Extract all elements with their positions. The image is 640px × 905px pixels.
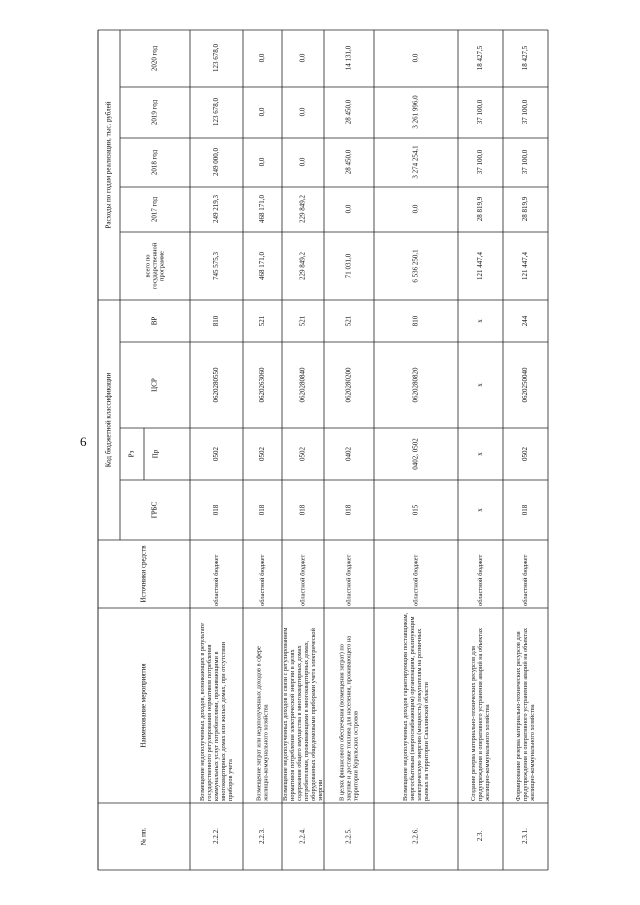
row-num: 2.2.3. [258, 828, 267, 844]
row-2020: 123 678,0 [212, 44, 221, 72]
header-num [140, 827, 148, 845]
table-header [105, 45, 166, 845]
row-name-line: нормативов потребления электрической энергии в целях [289, 649, 297, 801]
row-source [259, 554, 266, 606]
header-num-line: № пп. [139, 827, 148, 846]
page-number: 6 [80, 434, 87, 449]
row-num: 2.3. [476, 830, 485, 842]
row-name-line: энергосбытовым (энергоснабжающим) организациям, реализующим [408, 616, 416, 801]
row-num: 2.2.5. [344, 828, 353, 844]
header-2017-line: 2017 год [150, 196, 159, 223]
row-2020: 0,0 [298, 53, 307, 63]
header-rz: Рз [127, 450, 136, 458]
row-2020: 18 427,5 [476, 45, 485, 71]
row-total: 745 575,3 [212, 252, 221, 280]
header-name [140, 663, 148, 748]
row-name-line: содержания общего имущества в многоквартирных домах [295, 645, 303, 801]
row-2019: 28 450,0 [344, 99, 353, 125]
row-name-line: многоквартирных домах или жилых домах, при отсутствии [219, 641, 227, 801]
row-name-line: Формирование резерва материально-технических ресурсов для [515, 631, 523, 801]
header-2017 [151, 196, 159, 222]
row-2018: 37 100,0 [521, 149, 530, 175]
header-2020 [151, 45, 159, 71]
row-name-line: жилищно-коммунального хозяйства [262, 704, 270, 801]
row-csr: 0620280200 [344, 367, 353, 403]
row-vr: х [476, 319, 485, 323]
row-2018: 28 450,0 [344, 149, 353, 175]
row-rzpr: 0502 [212, 447, 221, 461]
row-name-line: коммунальных услуг потребителями, проживающими в [212, 651, 220, 801]
row-rzpr: 0402, 0502 [411, 438, 420, 470]
row-2017: 229 849,2 [298, 195, 307, 223]
row-name-line: Возмещение недополученных доходов в связи с регулированием [282, 627, 290, 801]
row-2017: 0,0 [411, 204, 420, 214]
row-total: 229 849,2 [298, 252, 307, 280]
row-source-line: областной бюджет [299, 554, 307, 606]
row-2018: 3 274 254,1 [411, 145, 420, 179]
row-name-line: государственного регулирования нормативов потребления [206, 644, 214, 801]
row-vr: 810 [212, 315, 221, 327]
row-grbs: 018 [258, 504, 267, 516]
row-csr: 0620280550 [212, 367, 221, 403]
header-source [140, 545, 148, 603]
header-grbs-line: ГРБС [150, 501, 159, 519]
row-2019: 0,0 [298, 107, 307, 117]
row-name-line: Возмещение затрат или недополученных доходов в сфере [255, 646, 263, 801]
row-2017: 28 819,9 [476, 196, 485, 222]
header-total [144, 242, 165, 289]
row-csr: 0620280820 [411, 367, 420, 403]
row-source-line: областной бюджет [412, 554, 420, 606]
header-total-line: государственной [151, 242, 159, 290]
row-num: 2.3.1. [521, 828, 530, 844]
row-2018: 37 100,0 [476, 149, 485, 175]
header-kbk-line: Код бюджетной классификации [104, 372, 113, 468]
header-grbs [151, 501, 159, 518]
row-name-line: предупреждения и оперативного устранения аварий на объектах [521, 627, 529, 801]
row-source [477, 554, 484, 606]
row-2018: 0,0 [298, 157, 307, 167]
row-name-line: потребителями, проживающими в многоквартирных домах, [302, 640, 310, 801]
header-pr: Пр [151, 449, 160, 459]
header-total-line: программе [158, 251, 166, 281]
row-name [282, 627, 324, 801]
row-total: 6 536 250,1 [411, 249, 420, 283]
row-name-line: приборов учета [226, 759, 234, 801]
row-num: 2.2.4. [298, 828, 307, 844]
row-2020: 0,0 [411, 53, 420, 63]
header-2019 [151, 99, 159, 125]
row-vr: 521 [298, 315, 307, 327]
header-csr-line: ЦСР [150, 378, 159, 392]
row-2019: 37 100,0 [521, 99, 530, 125]
row-name-line: жилищно-коммунального хозяйства [528, 704, 536, 801]
header-total-line: всего по [144, 254, 152, 278]
row-grbs: 018 [212, 504, 221, 516]
table-body [199, 44, 536, 844]
row-name-line: Возмещение недополученных доходов, возникающих в результате [199, 623, 207, 801]
row-name [199, 623, 234, 801]
table-row [282, 53, 324, 844]
row-2020: 0,0 [258, 53, 267, 63]
header-csr [151, 378, 159, 392]
row-total: 71 031,0 [344, 253, 353, 279]
header-2019-line: 2019 год [150, 99, 159, 126]
row-name-line: энергии [316, 779, 324, 801]
row-csr: 0620250040 [521, 367, 530, 403]
row-name-line: Создание резерва материально-технических ресурсов для [470, 646, 478, 801]
table-row [339, 45, 360, 844]
row-name [515, 627, 536, 802]
header-vr-line: ВР [150, 316, 159, 326]
row-vr: 521 [344, 315, 353, 327]
table-row [515, 45, 536, 844]
row-rzpr: 0502 [521, 447, 530, 461]
table-row [402, 53, 430, 844]
row-name-line: Возмещение недополученных доходов гарантирующим поставщикам, [402, 612, 410, 801]
row-grbs: 015 [411, 504, 420, 516]
row-2018: 0,0 [258, 157, 267, 167]
row-2019: 123 678,0 [212, 98, 221, 126]
row-name-line: оборудованных общедомовыми приборами учета электрической [309, 628, 317, 801]
row-vr: 810 [411, 315, 420, 327]
row-2020: 18 427,5 [521, 45, 530, 71]
row-name [255, 646, 269, 802]
row-source [213, 554, 220, 606]
row-csr: х [476, 383, 485, 387]
row-num: 2.2.6. [411, 828, 420, 844]
row-grbs: х [476, 508, 485, 512]
header-2018 [151, 149, 159, 175]
row-source [345, 554, 352, 606]
row-name [470, 627, 491, 802]
row-2017: 28 819,9 [521, 196, 530, 222]
row-rzpr: х [476, 452, 485, 456]
row-rzpr: 0502 [298, 447, 307, 461]
row-rzpr: 0402 [344, 447, 353, 461]
row-num: 2.2.2. [212, 828, 221, 844]
row-vr: 244 [521, 315, 530, 327]
row-source [412, 554, 419, 606]
row-vr: 521 [258, 315, 267, 327]
row-2018: 249 000,0 [212, 148, 221, 176]
row-2017: 249 219,3 [212, 195, 221, 223]
row-name-line: территории Курильских островов [352, 710, 360, 801]
row-grbs: 018 [298, 504, 307, 516]
table-row [255, 53, 269, 844]
row-csr: 0620280840 [298, 367, 307, 403]
row-name-line: закупке и доставке топлива для населения, проживающего на [345, 635, 353, 801]
header-vr [151, 317, 159, 326]
row-grbs: 018 [521, 504, 530, 516]
row-source [299, 554, 306, 606]
table-row [199, 44, 234, 844]
row-source-line: областной бюджет [521, 554, 529, 606]
row-2017: 0,0 [344, 204, 353, 214]
row-name-line: жилищно-коммунального хозяйства [483, 704, 491, 801]
row-total: 121 447,4 [476, 252, 485, 280]
row-name [339, 636, 360, 801]
row-total: 121 447,4 [521, 252, 530, 280]
row-source [522, 554, 529, 606]
row-csr: 0620263060 [258, 367, 267, 403]
header-expenses [105, 101, 113, 228]
row-source-line: областной бюджет [212, 554, 220, 606]
row-2019: 0,0 [258, 107, 267, 117]
header-expenses-line: Расходы по годам реализации, тыс. рублей [104, 101, 113, 229]
row-rzpr: 0502 [258, 447, 267, 461]
row-2020: 14 131,0 [344, 45, 353, 71]
row-2019: 37 100,0 [476, 99, 485, 125]
header-name-line: Наименование мероприятия [139, 663, 148, 748]
header-2018-line: 2018 год [150, 149, 159, 176]
row-source-line: областной бюджет [258, 554, 266, 606]
row-source-line: областной бюджет [476, 554, 484, 606]
header-source-line: Источники средств [139, 545, 148, 603]
row-grbs: 018 [344, 504, 353, 516]
table-row [470, 45, 491, 841]
row-2017: 468 171,0 [258, 195, 267, 223]
row-name-line: предупреждения и оперативного устранения аварий на объектах [476, 627, 484, 801]
row-name-line: электрическую энергию (мощность) покупателям на розничных [415, 628, 423, 801]
row-name-line: В целях финансового обеспечения (возмещения затрат) по [338, 644, 346, 801]
row-source-line: областной бюджет [345, 554, 353, 606]
header-2020-line: 2020 год [150, 45, 159, 72]
row-2019: 3 261 996,0 [411, 95, 420, 129]
header-kbk [105, 373, 113, 468]
row-name [402, 612, 430, 801]
row-total: 468 171,0 [258, 252, 267, 280]
row-name-line: рынках на территории Сахалинской области [422, 682, 430, 801]
